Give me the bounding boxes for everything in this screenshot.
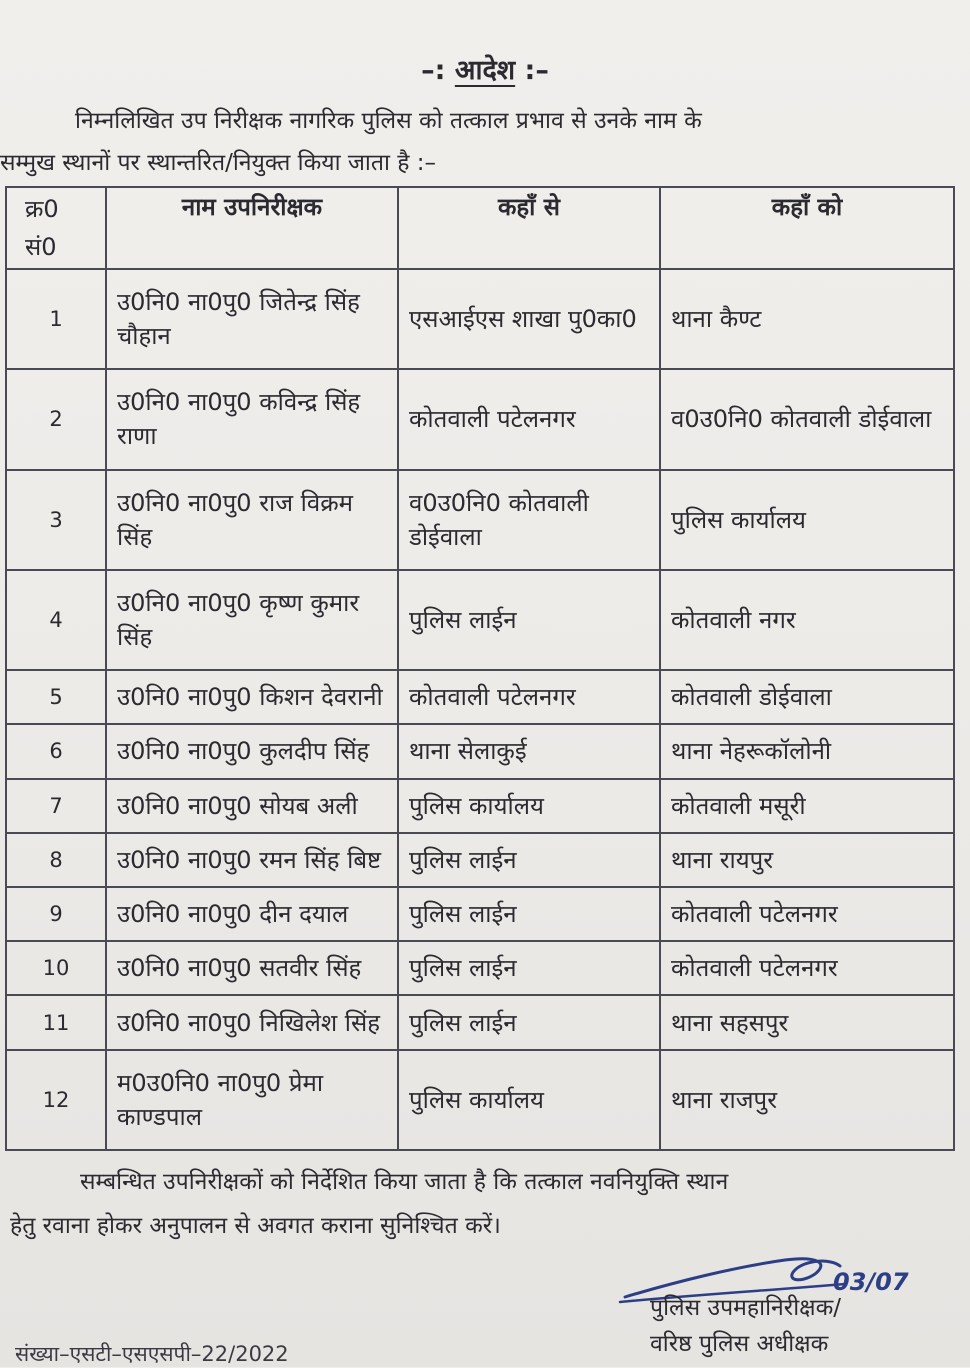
table-row xyxy=(6,724,954,778)
signature-date: 03/07 xyxy=(833,1268,909,1296)
table-header-row xyxy=(6,187,954,269)
cell-from: पुलिस लाईन xyxy=(398,887,660,941)
cell-to: थाना कैण्ट xyxy=(660,269,954,369)
footer-line-1: सम्बन्धित उपनिरीक्षकों को निर्देशित किया जाता है कि तत्काल नवनियुक्ति स्थान xyxy=(80,1169,729,1195)
cell-from: पुलिस लाईन xyxy=(398,941,660,995)
title-prefix: –: xyxy=(421,55,446,86)
intro-paragraph xyxy=(0,100,945,184)
cell-name: उ0नि0 ना0पु0 निखिलेश सिंह xyxy=(106,995,398,1049)
table-row xyxy=(6,269,954,369)
cell-from: व0उ0नि0 कोतवाली डोईवाला xyxy=(398,470,660,570)
cell-to: थाना सहसपुर xyxy=(660,995,954,1049)
header-serial: क्र0 सं0 xyxy=(6,187,106,269)
cell-name: उ0नि0 ना0पु0 रमन सिंह बिष्ट xyxy=(106,833,398,887)
cell-to: थाना रायपुर xyxy=(660,833,954,887)
title-text: आदेश xyxy=(454,55,516,86)
cell-name: उ0नि0 ना0पु0 कुलदीप सिंह xyxy=(106,724,398,778)
cell-from: पुलिस लाईन xyxy=(398,995,660,1049)
intro-line-1: निम्नलिखित उप निरीक्षक नागरिक पुलिस को तत्काल प्रभाव से उनके नाम के xyxy=(75,108,702,134)
title-suffix: :– xyxy=(524,55,549,86)
cell-serial: 6 xyxy=(6,724,106,778)
cell-name: उ0नि0 ना0पु0 कविन्द्र सिंह राणा xyxy=(106,369,398,469)
cell-name: उ0नि0 ना0पु0 दीन दयाल xyxy=(106,887,398,941)
cell-name: उ0नि0 ना0पु0 जितेन्द्र सिंह चौहान xyxy=(106,269,398,369)
cell-to: कोतवाली पटेलनगर xyxy=(660,941,954,995)
cell-to: थाना राजपुर xyxy=(660,1050,954,1150)
table-row xyxy=(6,670,954,724)
table-row xyxy=(6,779,954,833)
cell-to: कोतवाली पटेलनगर xyxy=(660,887,954,941)
header-from: कहॉं से xyxy=(398,187,660,269)
signature-designation xyxy=(650,1290,841,1362)
cell-from: एसआईएस शाखा पु0का0 xyxy=(398,269,660,369)
cell-name: उ0नि0 ना0पु0 राज विक्रम सिंह xyxy=(106,470,398,570)
cell-from: पुलिस लाईन xyxy=(398,833,660,887)
header-to: कहॉं को xyxy=(660,187,954,269)
table-row xyxy=(6,570,954,670)
cell-from: पुलिस कार्यालय xyxy=(398,1050,660,1150)
table-row xyxy=(6,887,954,941)
reference-number: संख्या–एसटी–एसएसपी–22/2022 xyxy=(15,1342,289,1366)
table-row xyxy=(6,941,954,995)
cell-serial: 9 xyxy=(6,887,106,941)
cell-serial: 11 xyxy=(6,995,106,1049)
cell-from: पुलिस लाईन xyxy=(398,570,660,670)
cell-to: व0उ0नि0 कोतवाली डोईवाला xyxy=(660,369,954,469)
cell-to: कोतवाली नगर xyxy=(660,570,954,670)
cell-to: थाना नेहरूकॉलोनी xyxy=(660,724,954,778)
order-title xyxy=(0,50,970,87)
cell-from: पुलिस कार्यालय xyxy=(398,779,660,833)
cell-from: कोतवाली पटेलनगर xyxy=(398,369,660,469)
cell-from: थाना सेलाकुई xyxy=(398,724,660,778)
table-row xyxy=(6,1050,954,1150)
cell-to: कोतवाली डोईवाला xyxy=(660,670,954,724)
cell-serial: 12 xyxy=(6,1050,106,1150)
cell-name: उ0नि0 ना0पु0 कृष्ण कुमार सिंह xyxy=(106,570,398,670)
cell-serial: 4 xyxy=(6,570,106,670)
cell-serial: 8 xyxy=(6,833,106,887)
designation-line-1: पुलिस उपमहानिरीक्षक/ xyxy=(650,1295,842,1321)
cell-serial: 3 xyxy=(6,470,106,570)
transfer-table xyxy=(5,186,955,1151)
designation-line-2: वरिष्ठ पुलिस अधीक्षक xyxy=(650,1331,829,1357)
cell-serial: 5 xyxy=(6,670,106,724)
cell-serial: 2 xyxy=(6,369,106,469)
table-row xyxy=(6,833,954,887)
cell-from: कोतवाली पटेलनगर xyxy=(398,670,660,724)
cell-name: म0उ0नि0 ना0पु0 प्रेमा काण्डपाल xyxy=(106,1050,398,1150)
cell-name: उ0नि0 ना0पु0 सोयब अली xyxy=(106,779,398,833)
table-row xyxy=(6,470,954,570)
cell-name: उ0नि0 ना0पु0 किशन देवरानी xyxy=(106,670,398,724)
cell-serial: 7 xyxy=(6,779,106,833)
table-row xyxy=(6,369,954,469)
footer-line-2: हेतु रवाना होकर अनुपालन से अवगत कराना सुनिश्चित करें। xyxy=(10,1213,501,1239)
cell-serial: 10 xyxy=(6,941,106,995)
cell-to: पुलिस कार्यालय xyxy=(660,470,954,570)
intro-line-2: सम्मुख स्थानों पर स्थान्तरित/नियुक्त किया जाता है :– xyxy=(0,150,437,176)
cell-name: उ0नि0 ना0पु0 सतवीर सिंह xyxy=(106,941,398,995)
table-row xyxy=(6,995,954,1049)
header-name: नाम उपनिरीक्षक xyxy=(106,187,398,269)
cell-serial: 1 xyxy=(6,269,106,369)
cell-to: कोतवाली मसूरी xyxy=(660,779,954,833)
